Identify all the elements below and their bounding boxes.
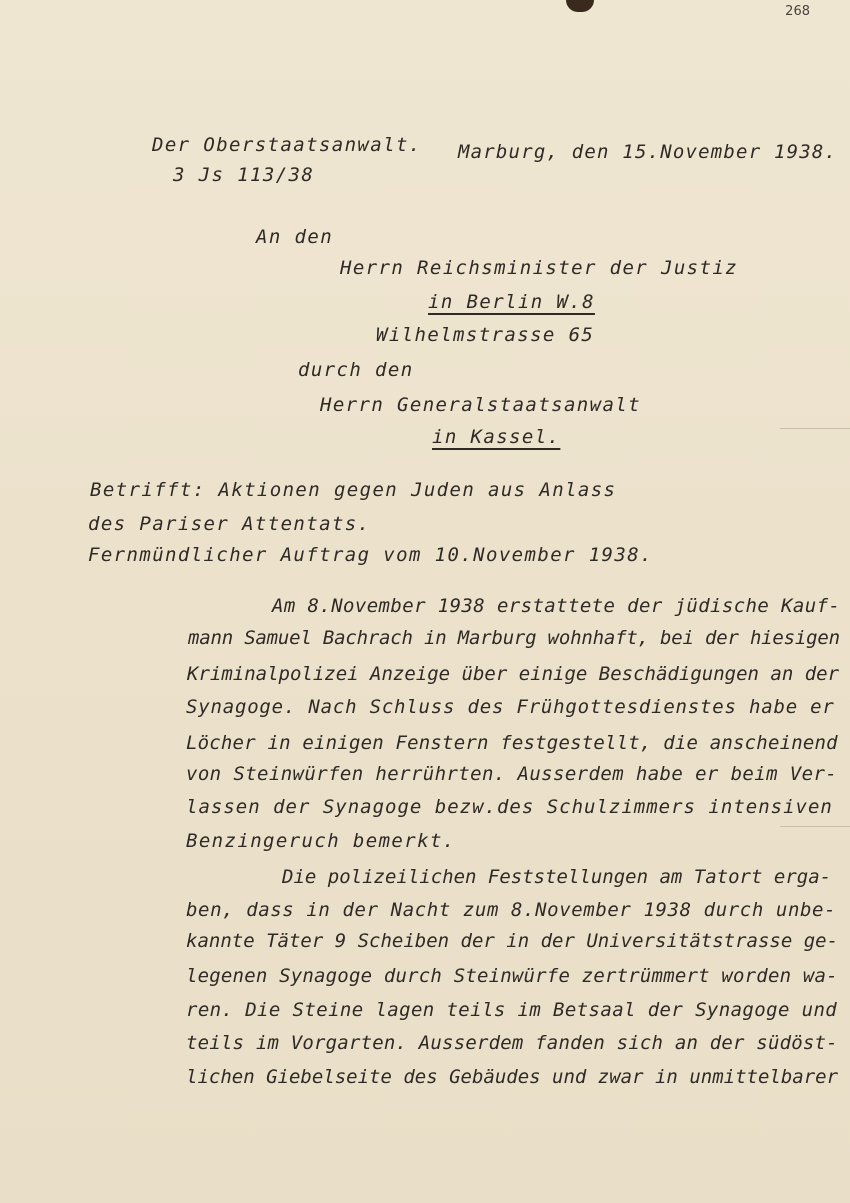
ink-stain [566, 0, 594, 12]
body-line: Die polizeilichen Feststellungen am Tatort erga- [282, 866, 832, 888]
body-line: teils im Vorgarten. Ausserdem fanden sich an der südöst- [186, 1032, 838, 1054]
fold-mark [780, 826, 850, 827]
body-line: Benzingeruch bemerkt. [186, 830, 456, 852]
subject-line-1: Betrifft: Aktionen gegen Juden aus Anlass [90, 479, 617, 501]
body-line: lassen der Synagoge bezw.des Schulzimmers intensiven [186, 796, 833, 818]
body-line: Löcher in einigen Fenstern festgestellt, die anscheinend [186, 732, 838, 754]
file-reference: 3 Js 113/38 [173, 164, 315, 186]
address-intermediary: Herrn Generalstaatsanwalt [320, 394, 641, 416]
address-an: An den [256, 226, 334, 248]
subject-line-3: Fernmündlicher Auftrag vom 10.November 1938. [88, 544, 653, 566]
address-via: durch den [298, 359, 414, 381]
page-number: 268 [785, 4, 810, 19]
body-line: ben, dass in der Nacht zum 8.November 1938 durch unbe- [186, 899, 837, 921]
body-line: ren. Die Steine lagen teils im Betsaal der Synagoge und [186, 999, 838, 1021]
sender: Der Oberstaatsanwalt. [152, 134, 422, 156]
address-street: Wilhelmstrasse 65 [376, 324, 595, 346]
address-recipient: Herrn Reichsminister der Justiz [340, 257, 739, 279]
fold-mark [780, 428, 850, 429]
address-city: in Berlin W.8 [428, 291, 595, 313]
place-date: Marburg, den 15.November 1938. [458, 141, 838, 163]
subject-line-2: des Pariser Attentats. [88, 513, 371, 535]
body-line: lichen Giebelseite des Gebäudes und zwar in unmittelbarer [186, 1066, 839, 1088]
body-line: von Steinwürfen herrührten. Ausserdem habe er beim Ver- [186, 763, 838, 785]
body-line: mann Samuel Bachrach in Marburg wohnhaft, bei der hiesigen [188, 627, 840, 649]
body-line: Am 8.November 1938 erstattete der jüdische Kauf- [272, 595, 841, 617]
body-line: kannte Täter 9 Scheiben der in der Universitätstrasse ge- [186, 930, 839, 952]
body-line: Kriminalpolizei Anzeige über einige Beschädigungen an der [187, 663, 840, 685]
address-intermediary-city: in Kassel. [432, 426, 561, 448]
body-line: legenen Synagoge durch Steinwürfe zertrümmert worden wa- [186, 965, 838, 987]
body-line: Synagoge. Nach Schluss des Frühgottesdienstes habe er [186, 696, 835, 718]
